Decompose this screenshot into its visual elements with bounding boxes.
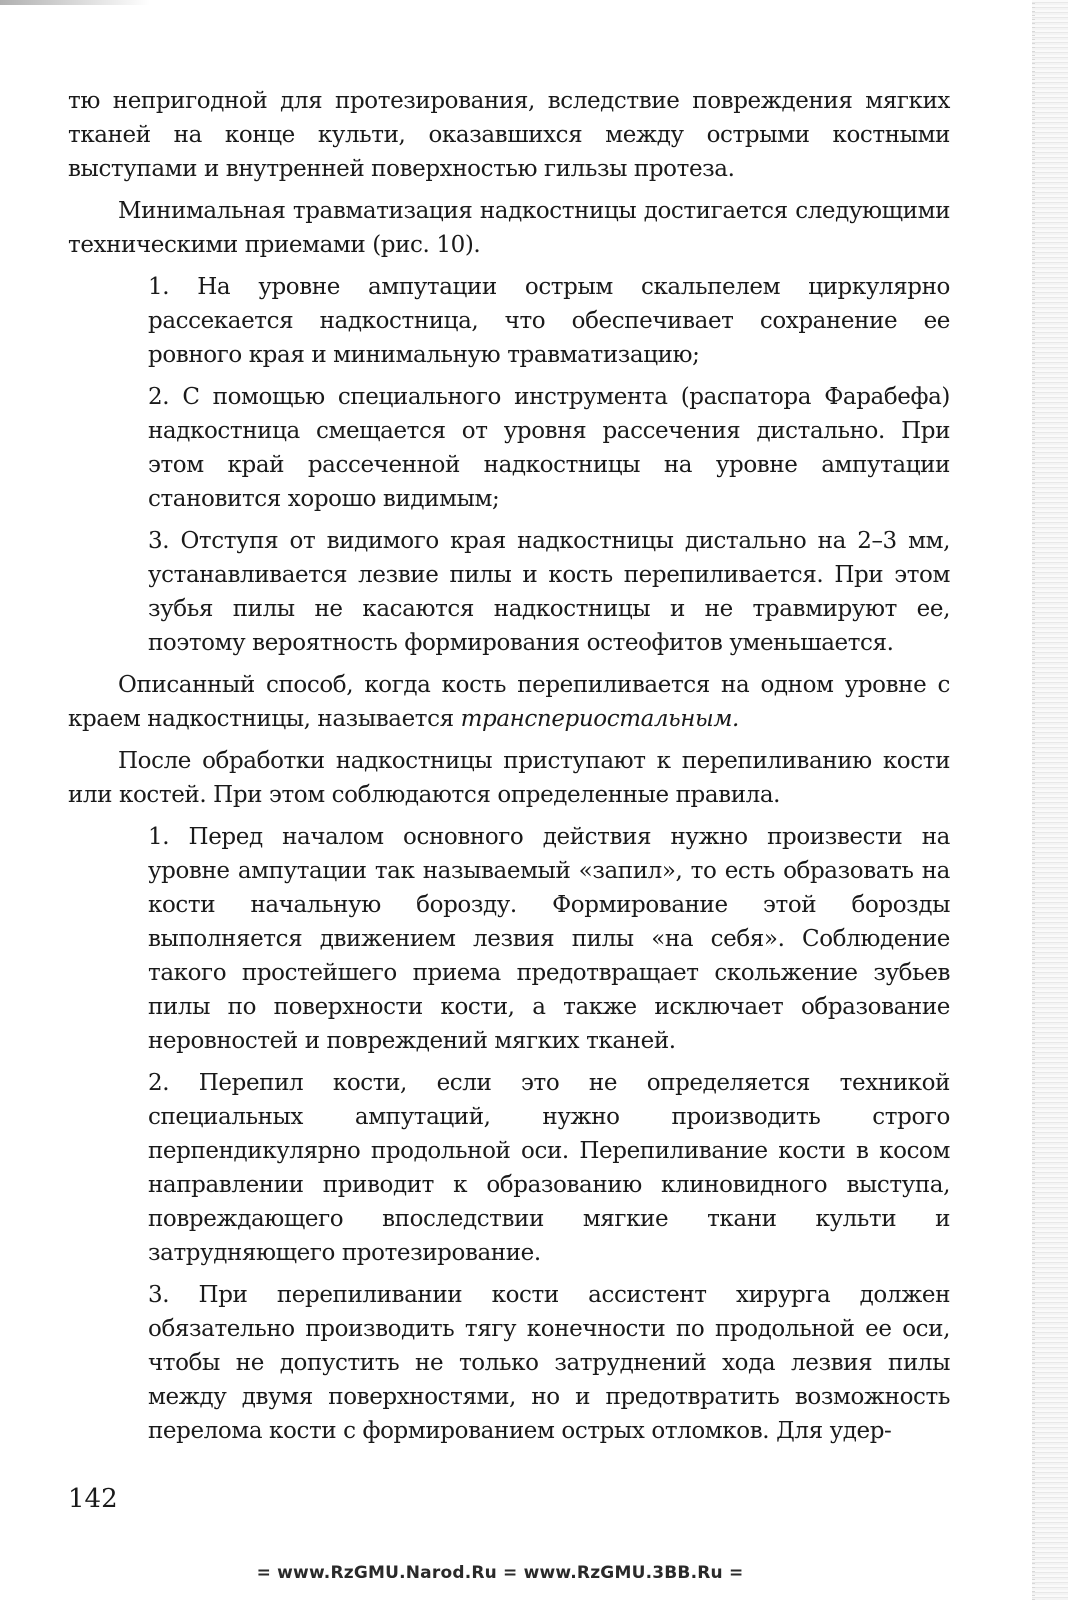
footer-watermark: = www.RzGMU.Narod.Ru = www.RzGMU.3BB.Ru = — [256, 1563, 744, 1583]
paragraph-text: Описанный способ, когда кость перепиливается на одном уровне с краем надкостницы, называется — [68, 672, 950, 732]
paragraph: Минимальная травматизация надкостницы достигается следующими техническими приемами (рис. 10). — [68, 198, 950, 258]
list-item: 2. Перепил кости, если это не определяется техникой специальных ампутаций, нужно производить строго перпендикулярно продольной оси. Перепиливание кости в косом направлении приводит к образованию клиновидного выступа, повреждающего впоследствии мягкие ткани культи и затрудняющего протезирование. — [148, 1070, 950, 1266]
page-body — [68, 84, 950, 1456]
list-item: 2. С помощью специального инструмента (распатора Фарабефа) надкостница смещается от уровня рассечения дистально. При этом край рассеченной надкостницы на уровне ампутации становится хорошо видимым; — [148, 384, 950, 512]
list-item: 1. На уровне ампутации острым скальпелем циркулярно рассекается надкостница, что обеспечивает сохранение ее ровного края и минимальную травматизацию; — [148, 274, 950, 368]
paragraph-with-term — [68, 668, 950, 736]
paragraph: После обработки надкостницы приступают к перепиливанию кости или костей. При этом соблюдаются определенные правила. — [68, 748, 950, 808]
scan-corner-mark — [0, 0, 150, 5]
list-item: 3. При перепиливании кости ассистент хирурга должен обязательно производить тягу конечности по продольной ее оси, чтобы не допустить не только затруднений хода лезвия пилы между двумя поверхностями, но и предотвратить возможность перелома кости с формированием острых отломков. Для удер- — [148, 1282, 950, 1444]
list-item: 3. Отступя от видимого края надкостницы дистально на 2–3 мм, устанавливается лезвие пилы и кость перепиливается. При этом зубья пилы не касаются надкостницы и не травмируют ее, поэтому вероятность формирования остеофитов уменьшается. — [148, 528, 950, 656]
scan-page-edge — [1032, 0, 1068, 1600]
page-number: 142 — [68, 1484, 118, 1514]
emphasized-term: транспериостальным. — [460, 706, 739, 732]
list-item: 1. Перед началом основного действия нужно произвести на уровне ампутации так называемый «запил», то есть образовать на кости начальную борозду. Формирование этой борозды выполняется движением лезвия пилы «на себя». Соблюдение такого простейшего приема предотвращает скольжение зубьев пилы по поверхности кости, а также исключает образование неровностей и повреждений мягких тканей. — [148, 824, 950, 1054]
paragraph-continuation: тю непригодной для протезирования, вследствие повреждения мягких тканей на конце культи, оказавшихся между острыми костными выступами и внутренней поверхностью гильзы протеза. — [68, 88, 950, 182]
